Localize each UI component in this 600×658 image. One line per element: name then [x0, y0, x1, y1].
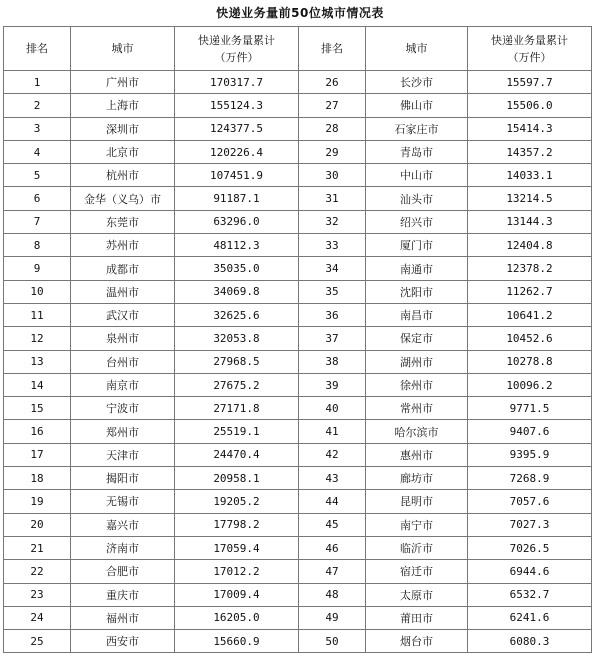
rank-cell: 7 — [4, 210, 71, 233]
rank-cell: 44 — [299, 490, 366, 513]
volume-cell: 48112.3 — [175, 234, 299, 257]
city-cell: 石家庄市 — [366, 117, 468, 140]
city-cell: 青岛市 — [366, 140, 468, 163]
city-ranking-table — [3, 26, 592, 653]
volume-cell: 27968.5 — [175, 350, 299, 373]
rank-cell: 29 — [299, 140, 366, 163]
volume-cell: 20958.1 — [175, 467, 299, 490]
city-cell: 成都市 — [71, 257, 175, 280]
table-row — [4, 513, 592, 536]
volume-cell: 27675.2 — [175, 373, 299, 396]
rank-cell: 32 — [299, 210, 366, 233]
volume-cell: 6241.6 — [468, 606, 592, 629]
volume-cell: 15506.0 — [468, 94, 592, 117]
rank-cell: 6 — [4, 187, 71, 210]
header-volume — [175, 27, 299, 71]
city-cell: 武汉市 — [71, 303, 175, 326]
volume-cell: 9771.5 — [468, 397, 592, 420]
rank-cell: 34 — [299, 257, 366, 280]
header-rank: 排名 — [299, 27, 366, 71]
city-cell: 徐州市 — [366, 373, 468, 396]
table-row — [4, 420, 592, 443]
city-cell: 太原市 — [366, 583, 468, 606]
header-volume — [468, 27, 592, 71]
city-cell: 天津市 — [71, 443, 175, 466]
rank-cell: 36 — [299, 303, 366, 326]
city-cell: 南京市 — [71, 373, 175, 396]
rank-cell: 26 — [299, 71, 366, 94]
table-row — [4, 94, 592, 117]
rank-cell: 2 — [4, 94, 71, 117]
table-row — [4, 257, 592, 280]
volume-cell: 6532.7 — [468, 583, 592, 606]
volume-cell: 24470.4 — [175, 443, 299, 466]
table-row — [4, 140, 592, 163]
rank-cell: 15 — [4, 397, 71, 420]
city-cell: 南通市 — [366, 257, 468, 280]
table-row — [4, 210, 592, 233]
city-cell: 深圳市 — [71, 117, 175, 140]
city-cell: 郑州市 — [71, 420, 175, 443]
volume-cell: 10452.6 — [468, 327, 592, 350]
page-title: 快递业务量前50位城市情况表 — [216, 6, 384, 20]
rank-cell: 4 — [4, 140, 71, 163]
rank-cell: 21 — [4, 536, 71, 559]
city-cell: 湖州市 — [366, 350, 468, 373]
rank-cell: 39 — [299, 373, 366, 396]
rank-cell: 18 — [4, 467, 71, 490]
rank-cell: 14 — [4, 373, 71, 396]
volume-cell: 7057.6 — [468, 490, 592, 513]
volume-cell: 17798.2 — [175, 513, 299, 536]
city-cell: 惠州市 — [366, 443, 468, 466]
city-cell: 福州市 — [71, 606, 175, 629]
table-row — [4, 606, 592, 629]
table-row — [4, 280, 592, 303]
volume-cell: 9407.6 — [468, 420, 592, 443]
volume-cell: 14033.1 — [468, 164, 592, 187]
volume-cell: 12378.2 — [468, 257, 592, 280]
volume-cell: 15660.9 — [175, 630, 299, 653]
volume-cell: 107451.9 — [175, 164, 299, 187]
volume-cell: 13144.3 — [468, 210, 592, 233]
city-cell: 揭阳市 — [71, 467, 175, 490]
city-cell: 重庆市 — [71, 583, 175, 606]
city-cell: 济南市 — [71, 536, 175, 559]
table-row — [4, 187, 592, 210]
rank-cell: 25 — [4, 630, 71, 653]
rank-cell: 8 — [4, 234, 71, 257]
city-cell: 金华（义乌）市 — [71, 187, 175, 210]
rank-cell: 9 — [4, 257, 71, 280]
volume-cell: 6944.6 — [468, 560, 592, 583]
city-cell: 苏州市 — [71, 234, 175, 257]
city-cell: 宿迁市 — [366, 560, 468, 583]
rank-cell: 50 — [299, 630, 366, 653]
header-volume-line2: （万件） — [214, 50, 259, 64]
rank-cell: 45 — [299, 513, 366, 536]
header-city: 城市 — [71, 27, 175, 71]
rank-cell: 12 — [4, 327, 71, 350]
city-cell: 厦门市 — [366, 234, 468, 257]
city-cell: 东莞市 — [71, 210, 175, 233]
rank-cell: 49 — [299, 606, 366, 629]
rank-cell: 47 — [299, 560, 366, 583]
volume-cell: 7026.5 — [468, 536, 592, 559]
header-rank: 排名 — [4, 27, 71, 71]
city-cell: 佛山市 — [366, 94, 468, 117]
rank-cell: 13 — [4, 350, 71, 373]
table-row — [4, 583, 592, 606]
rank-cell: 35 — [299, 280, 366, 303]
volume-cell: 12404.8 — [468, 234, 592, 257]
city-cell: 绍兴市 — [366, 210, 468, 233]
city-cell: 广州市 — [71, 71, 175, 94]
rank-cell: 40 — [299, 397, 366, 420]
volume-cell: 7268.9 — [468, 467, 592, 490]
volume-cell: 170317.7 — [175, 71, 299, 94]
table-row — [4, 373, 592, 396]
city-cell: 西安市 — [71, 630, 175, 653]
rank-cell: 22 — [4, 560, 71, 583]
rank-cell: 33 — [299, 234, 366, 257]
city-cell: 杭州市 — [71, 164, 175, 187]
city-cell: 保定市 — [366, 327, 468, 350]
city-cell: 上海市 — [71, 94, 175, 117]
city-cell: 莆田市 — [366, 606, 468, 629]
volume-cell: 35035.0 — [175, 257, 299, 280]
volume-cell: 17009.4 — [175, 583, 299, 606]
city-cell: 常州市 — [366, 397, 468, 420]
city-cell: 南昌市 — [366, 303, 468, 326]
rank-cell: 20 — [4, 513, 71, 536]
header-volume-line1: 快递业务量累计 — [491, 33, 568, 47]
volume-cell: 32053.8 — [175, 327, 299, 350]
volume-cell: 17059.4 — [175, 536, 299, 559]
city-cell: 嘉兴市 — [71, 513, 175, 536]
volume-cell: 15597.7 — [468, 71, 592, 94]
rank-cell: 37 — [299, 327, 366, 350]
rank-cell: 5 — [4, 164, 71, 187]
rank-cell: 24 — [4, 606, 71, 629]
city-cell: 哈尔滨市 — [366, 420, 468, 443]
volume-cell: 16205.0 — [175, 606, 299, 629]
city-cell: 合肥市 — [71, 560, 175, 583]
rank-cell: 11 — [4, 303, 71, 326]
rank-cell: 42 — [299, 443, 366, 466]
table-row — [4, 490, 592, 513]
city-cell: 汕头市 — [366, 187, 468, 210]
rank-cell: 10 — [4, 280, 71, 303]
volume-cell: 9395.9 — [468, 443, 592, 466]
rank-cell: 38 — [299, 350, 366, 373]
table-row — [4, 117, 592, 140]
rank-cell: 23 — [4, 583, 71, 606]
volume-cell: 11262.7 — [468, 280, 592, 303]
volume-cell: 27171.8 — [175, 397, 299, 420]
rank-cell: 1 — [4, 71, 71, 94]
city-cell: 烟台市 — [366, 630, 468, 653]
header-city: 城市 — [366, 27, 468, 71]
volume-cell: 10641.2 — [468, 303, 592, 326]
rank-cell: 30 — [299, 164, 366, 187]
volume-cell: 34069.8 — [175, 280, 299, 303]
city-cell: 北京市 — [71, 140, 175, 163]
city-cell: 沈阳市 — [366, 280, 468, 303]
table-row — [4, 560, 592, 583]
table-body — [4, 71, 592, 653]
volume-cell: 63296.0 — [175, 210, 299, 233]
volume-cell: 7027.3 — [468, 513, 592, 536]
table-row — [4, 536, 592, 559]
volume-cell: 6080.3 — [468, 630, 592, 653]
volume-cell: 32625.6 — [175, 303, 299, 326]
rank-cell: 16 — [4, 420, 71, 443]
city-cell: 南宁市 — [366, 513, 468, 536]
table-row — [4, 350, 592, 373]
rank-cell: 46 — [299, 536, 366, 559]
volume-cell: 10278.8 — [468, 350, 592, 373]
rank-cell: 19 — [4, 490, 71, 513]
city-cell: 中山市 — [366, 164, 468, 187]
header-volume-line2: （万件） — [507, 50, 552, 64]
volume-cell: 14357.2 — [468, 140, 592, 163]
volume-cell: 155124.3 — [175, 94, 299, 117]
volume-cell: 19205.2 — [175, 490, 299, 513]
rank-cell: 48 — [299, 583, 366, 606]
volume-cell: 10096.2 — [468, 373, 592, 396]
city-cell: 宁波市 — [71, 397, 175, 420]
header-volume-line1: 快递业务量累计 — [198, 33, 275, 47]
city-cell: 泉州市 — [71, 327, 175, 350]
rank-cell: 41 — [299, 420, 366, 443]
rank-cell: 43 — [299, 467, 366, 490]
volume-cell: 17012.2 — [175, 560, 299, 583]
table-row — [4, 303, 592, 326]
volume-cell: 120226.4 — [175, 140, 299, 163]
city-cell: 长沙市 — [366, 71, 468, 94]
volume-cell: 13214.5 — [468, 187, 592, 210]
rank-cell: 17 — [4, 443, 71, 466]
table-row — [4, 71, 592, 94]
city-cell: 昆明市 — [366, 490, 468, 513]
table-header-row — [4, 27, 592, 71]
rank-cell: 28 — [299, 117, 366, 140]
volume-cell: 25519.1 — [175, 420, 299, 443]
table-row — [4, 164, 592, 187]
table-row — [4, 443, 592, 466]
city-cell: 廊坊市 — [366, 467, 468, 490]
city-cell: 临沂市 — [366, 536, 468, 559]
table-row — [4, 630, 592, 653]
rank-cell: 31 — [299, 187, 366, 210]
rank-cell: 3 — [4, 117, 71, 140]
city-cell: 台州市 — [71, 350, 175, 373]
city-cell: 温州市 — [71, 280, 175, 303]
rank-cell: 27 — [299, 94, 366, 117]
table-row — [4, 327, 592, 350]
volume-cell: 15414.3 — [468, 117, 592, 140]
table-row — [4, 467, 592, 490]
volume-cell: 91187.1 — [175, 187, 299, 210]
table-row — [4, 234, 592, 257]
volume-cell: 124377.5 — [175, 117, 299, 140]
table-row — [4, 397, 592, 420]
city-cell: 无锡市 — [71, 490, 175, 513]
